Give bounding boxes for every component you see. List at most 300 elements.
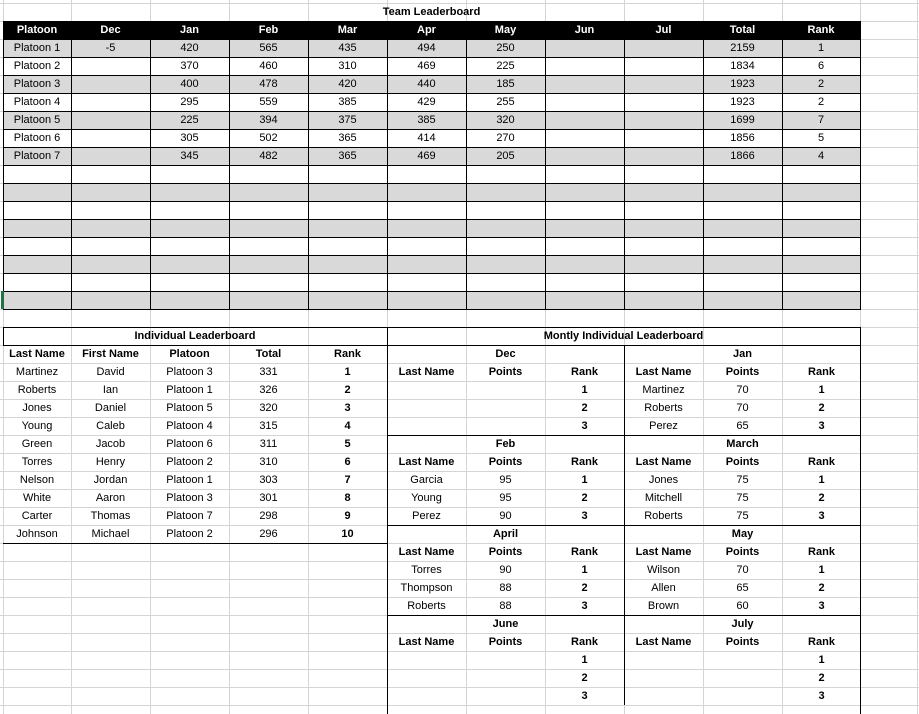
individual-table-cell[interactable]: 4	[344, 420, 351, 432]
individual-table-cell[interactable]: 303	[259, 474, 278, 486]
month-table-cell[interactable]	[466, 669, 545, 687]
team-empty-cell[interactable]	[703, 255, 782, 273]
team-table-cell[interactable]	[624, 57, 703, 75]
month-table-cell[interactable]: Roberts	[407, 600, 446, 612]
month-table-cell[interactable]: 2	[581, 402, 588, 414]
team-empty-cell[interactable]	[624, 183, 703, 201]
month-table-cell[interactable]: 70	[736, 402, 749, 414]
team-table-cell[interactable]: 469	[417, 150, 436, 162]
team-table-cell[interactable]: 310	[338, 60, 357, 72]
month-table-cell[interactable]: Roberts	[644, 402, 683, 414]
month-table-cell[interactable]: 88	[499, 600, 512, 612]
team-empty-cell[interactable]	[150, 183, 229, 201]
team-table-cell[interactable]: 420	[180, 42, 199, 54]
team-empty-cell[interactable]	[545, 183, 624, 201]
team-empty-cell[interactable]	[308, 237, 387, 255]
team-table-cell[interactable]: 295	[180, 96, 199, 108]
month-table-cell[interactable]	[466, 651, 545, 669]
team-empty-cell[interactable]	[545, 273, 624, 291]
team-empty-cell[interactable]	[71, 165, 150, 183]
team-table-cell[interactable]: 5	[817, 132, 825, 144]
month-header-cell[interactable]: Points	[725, 636, 760, 648]
team-empty-cell[interactable]	[624, 255, 703, 273]
team-empty-cell[interactable]	[229, 201, 308, 219]
month-header-cell[interactable]: Last Name	[635, 546, 692, 558]
team-table-cell[interactable]	[545, 93, 624, 111]
team-empty-cell[interactable]	[703, 219, 782, 237]
individual-header-cell[interactable]: First Name	[82, 348, 139, 360]
team-empty-cell[interactable]	[150, 237, 229, 255]
team-empty-cell[interactable]	[150, 273, 229, 291]
team-table-cell[interactable]: Platoon 6	[13, 132, 61, 144]
team-table-cell[interactable]	[71, 93, 150, 111]
individual-table-cell[interactable]: Henry	[95, 456, 126, 468]
month-header-cell[interactable]: Points	[488, 636, 523, 648]
month-table-cell[interactable]: 3	[818, 600, 825, 612]
team-header-cell[interactable]: Apr	[387, 21, 466, 39]
team-table-cell[interactable]: 394	[259, 114, 278, 126]
month-table-cell[interactable]	[387, 651, 466, 669]
month-table-cell[interactable]: 75	[736, 510, 749, 522]
month-table-cell[interactable]: 3	[581, 600, 588, 612]
team-table-cell[interactable]: 400	[180, 78, 199, 90]
month-table-cell[interactable]: Wilson	[646, 564, 680, 576]
team-empty-cell[interactable]	[308, 255, 387, 273]
team-empty-cell[interactable]	[308, 183, 387, 201]
month-table-cell[interactable]: 2	[581, 672, 588, 684]
team-table-cell[interactable]	[545, 147, 624, 165]
team-empty-cell[interactable]	[703, 183, 782, 201]
team-empty-cell[interactable]	[71, 183, 150, 201]
month-header-cell[interactable]: Rank	[571, 546, 598, 558]
team-empty-cell[interactable]	[3, 291, 71, 309]
team-table-cell[interactable]: 478	[259, 78, 278, 90]
month-title[interactable]: Feb	[495, 438, 516, 450]
team-table-cell[interactable]: Platoon 2	[13, 60, 61, 72]
month-header-cell[interactable]: Points	[725, 546, 760, 558]
team-empty-cell[interactable]	[466, 291, 545, 309]
month-table-cell[interactable]: Torres	[411, 564, 442, 576]
team-table-cell[interactable]	[624, 75, 703, 93]
team-table-cell[interactable]: 559	[259, 96, 278, 108]
team-table-cell[interactable]: Platoon 5	[13, 114, 61, 126]
team-leaderboard-title[interactable]: Team Leaderboard	[382, 6, 481, 18]
month-table-cell[interactable]: Garcia	[410, 474, 443, 486]
month-table-cell[interactable]: Martinez	[642, 384, 685, 396]
team-empty-cell[interactable]	[545, 201, 624, 219]
team-table-cell[interactable]: 345	[180, 150, 199, 162]
month-table-cell[interactable]: 1	[581, 564, 588, 576]
team-table-cell[interactable]: 1	[817, 42, 825, 54]
individual-header-cell[interactable]: Last Name	[9, 348, 65, 360]
individual-table-cell[interactable]: Platoon 1	[166, 384, 213, 396]
team-empty-cell[interactable]	[71, 273, 150, 291]
team-empty-cell[interactable]	[229, 291, 308, 309]
team-empty-cell[interactable]	[308, 273, 387, 291]
team-table-cell[interactable]	[624, 93, 703, 111]
month-table-cell[interactable]: Thompson	[400, 582, 453, 594]
team-empty-cell[interactable]	[387, 219, 466, 237]
individual-table-cell[interactable]: 315	[259, 420, 278, 432]
team-table-cell[interactable]	[71, 111, 150, 129]
team-table-cell[interactable]: 205	[496, 150, 515, 162]
team-empty-cell[interactable]	[229, 273, 308, 291]
individual-table-cell[interactable]: Ian	[102, 384, 119, 396]
month-table-cell[interactable]: 95	[499, 474, 512, 486]
team-empty-cell[interactable]	[150, 255, 229, 273]
month-header-cell[interactable]: Rank	[808, 546, 835, 558]
month-title[interactable]: May	[731, 528, 754, 540]
team-header-cell[interactable]: Jun	[545, 21, 624, 39]
month-title[interactable]: April	[492, 528, 519, 540]
team-empty-cell[interactable]	[782, 273, 860, 291]
team-empty-cell[interactable]	[782, 201, 860, 219]
month-header-cell[interactable]: Points	[725, 456, 760, 468]
month-table-cell[interactable]: 1	[818, 654, 825, 666]
team-table-cell[interactable]: 435	[338, 42, 357, 54]
individual-table-cell[interactable]: 6	[344, 456, 351, 468]
month-table-cell[interactable]: 2	[818, 672, 825, 684]
month-table-cell[interactable]: Roberts	[644, 510, 683, 522]
month-table-cell[interactable]: Perez	[649, 420, 678, 432]
month-table-cell[interactable]: 90	[499, 510, 512, 522]
month-table-cell[interactable]: Perez	[412, 510, 441, 522]
team-table-cell[interactable]: 1866	[730, 150, 755, 162]
team-table-cell[interactable]	[624, 129, 703, 147]
team-table-cell[interactable]: 370	[180, 60, 199, 72]
month-header-cell[interactable]: Rank	[571, 636, 598, 648]
team-table-cell[interactable]: 185	[496, 78, 515, 90]
team-table-cell[interactable]	[71, 57, 150, 75]
month-header-cell[interactable]: Points	[725, 366, 760, 378]
month-table-cell[interactable]: 2	[581, 582, 588, 594]
team-table-cell[interactable]: 305	[180, 132, 199, 144]
team-empty-cell[interactable]	[782, 219, 860, 237]
individual-table-cell[interactable]: Caleb	[96, 420, 125, 432]
month-table-cell[interactable]: 3	[818, 510, 825, 522]
individual-table-cell[interactable]: Jacob	[95, 438, 126, 450]
month-table-cell[interactable]: 1	[581, 384, 588, 396]
team-empty-cell[interactable]	[3, 237, 71, 255]
team-table-cell[interactable]	[545, 111, 624, 129]
team-empty-cell[interactable]	[308, 219, 387, 237]
individual-table-cell[interactable]: Platoon 1	[166, 474, 213, 486]
month-table-cell[interactable]: 60	[736, 600, 749, 612]
team-empty-cell[interactable]	[782, 237, 860, 255]
team-empty-cell[interactable]	[387, 201, 466, 219]
team-empty-cell[interactable]	[71, 219, 150, 237]
team-table-cell[interactable]: 1856	[730, 132, 755, 144]
team-table-cell[interactable]	[545, 129, 624, 147]
individual-header-cell[interactable]: Platoon	[169, 348, 210, 360]
team-empty-cell[interactable]	[229, 219, 308, 237]
individual-header-cell[interactable]: Rank	[334, 348, 361, 360]
individual-table-cell[interactable]: Martinez	[15, 366, 59, 378]
month-table-cell[interactable]	[466, 399, 545, 417]
individual-table-cell[interactable]: Platoon 7	[166, 510, 213, 522]
team-table-cell[interactable]: 225	[180, 114, 199, 126]
month-table-cell[interactable]: 2	[581, 492, 588, 504]
month-title[interactable]: March	[726, 438, 759, 450]
individual-leaderboard-title[interactable]: Individual Leaderboard	[134, 330, 256, 342]
month-table-cell[interactable]	[387, 381, 466, 399]
team-empty-cell[interactable]	[229, 183, 308, 201]
month-title[interactable]: June	[492, 618, 519, 630]
team-empty-cell[interactable]	[308, 165, 387, 183]
team-empty-cell[interactable]	[387, 237, 466, 255]
team-empty-cell[interactable]	[703, 201, 782, 219]
team-table-cell[interactable]: 420	[338, 78, 357, 90]
individual-table-cell[interactable]: Platoon 5	[166, 402, 213, 414]
individual-table-cell[interactable]: Torres	[21, 456, 53, 468]
team-header-cell[interactable]: Jul	[624, 21, 703, 39]
team-table-cell[interactable]: 469	[417, 60, 436, 72]
individual-table-cell[interactable]: 8	[344, 492, 351, 504]
month-table-cell[interactable]	[387, 669, 466, 687]
month-title[interactable]: July	[731, 618, 754, 630]
team-header-cell[interactable]: Total	[703, 21, 782, 39]
individual-table-cell[interactable]: 320	[259, 402, 278, 414]
month-table-cell[interactable]: 75	[736, 474, 749, 486]
team-empty-cell[interactable]	[624, 273, 703, 291]
individual-table-cell[interactable]: 331	[259, 366, 278, 378]
individual-table-cell[interactable]: Platoon 2	[166, 528, 213, 540]
team-table-cell[interactable]: 365	[338, 132, 357, 144]
month-table-cell[interactable]: 3	[581, 420, 588, 432]
individual-table-cell[interactable]: 311	[259, 438, 278, 450]
month-header-cell[interactable]: Last Name	[635, 366, 692, 378]
team-empty-cell[interactable]	[545, 219, 624, 237]
team-table-cell[interactable]: Platoon 4	[13, 96, 61, 108]
month-header-cell[interactable]: Rank	[571, 366, 598, 378]
team-empty-cell[interactable]	[387, 291, 466, 309]
team-empty-cell[interactable]	[782, 183, 860, 201]
month-table-cell[interactable]: 90	[499, 564, 512, 576]
team-table-cell[interactable]: 250	[496, 42, 515, 54]
team-table-cell[interactable]: 1699	[730, 114, 755, 126]
month-header-cell[interactable]: Points	[488, 456, 523, 468]
team-table-cell[interactable]: 414	[417, 132, 436, 144]
team-table-cell[interactable]: 2	[817, 78, 825, 90]
team-table-cell[interactable]	[624, 39, 703, 57]
team-empty-cell[interactable]	[466, 183, 545, 201]
month-table-cell[interactable]: 1	[581, 474, 588, 486]
month-table-cell[interactable]: 65	[736, 582, 749, 594]
team-empty-cell[interactable]	[466, 237, 545, 255]
team-empty-cell[interactable]	[3, 183, 71, 201]
team-header-cell[interactable]: Feb	[229, 21, 308, 39]
team-table-cell[interactable]: 1923	[730, 78, 755, 90]
team-empty-cell[interactable]	[3, 273, 71, 291]
month-table-cell[interactable]	[466, 417, 545, 435]
individual-table-cell[interactable]: Platoon 4	[166, 420, 213, 432]
team-empty-cell[interactable]	[466, 219, 545, 237]
team-empty-cell[interactable]	[229, 255, 308, 273]
team-empty-cell[interactable]	[703, 165, 782, 183]
team-empty-cell[interactable]	[545, 237, 624, 255]
individual-table-cell[interactable]: 1	[344, 366, 351, 378]
team-empty-cell[interactable]	[624, 237, 703, 255]
team-table-cell[interactable]	[545, 39, 624, 57]
team-empty-cell[interactable]	[150, 165, 229, 183]
month-table-cell[interactable]: 1	[818, 564, 825, 576]
month-table-cell[interactable]: Allen	[651, 582, 676, 594]
team-empty-cell[interactable]	[782, 165, 860, 183]
individual-table-cell[interactable]: White	[22, 492, 52, 504]
team-header-cell[interactable]: Rank	[782, 21, 860, 39]
individual-table-cell[interactable]: 2	[344, 384, 351, 396]
individual-table-cell[interactable]: Young	[21, 420, 53, 432]
team-empty-cell[interactable]	[3, 219, 71, 237]
individual-table-cell[interactable]: Thomas	[90, 510, 131, 522]
month-header-cell[interactable]: Rank	[808, 636, 835, 648]
month-header-cell[interactable]: Rank	[808, 456, 835, 468]
month-table-cell[interactable]: Mitchell	[644, 492, 683, 504]
monthly-leaderboard-title[interactable]: Montly Individual Leaderboard	[543, 330, 704, 342]
team-table-cell[interactable]: -5	[105, 42, 116, 54]
team-table-cell[interactable]: 225	[496, 60, 515, 72]
team-empty-cell[interactable]	[150, 219, 229, 237]
month-table-cell[interactable]	[703, 651, 782, 669]
team-table-cell[interactable]: 1923	[730, 96, 755, 108]
team-table-cell[interactable]: Platoon 7	[13, 150, 61, 162]
individual-table-cell[interactable]: Platoon 3	[166, 366, 213, 378]
month-table-cell[interactable]: Jones	[648, 474, 679, 486]
team-empty-cell[interactable]	[71, 255, 150, 273]
team-empty-cell[interactable]	[782, 291, 860, 309]
team-table-cell[interactable]: 365	[338, 150, 357, 162]
month-header-cell[interactable]: Last Name	[398, 546, 455, 558]
team-empty-cell[interactable]	[703, 237, 782, 255]
team-table-cell[interactable]: 494	[417, 42, 436, 54]
team-table-cell[interactable]: 2159	[730, 42, 755, 54]
team-header-cell[interactable]: Mar	[308, 21, 387, 39]
team-table-cell[interactable]: 270	[496, 132, 515, 144]
month-table-cell[interactable]: 70	[736, 564, 749, 576]
month-header-cell[interactable]: Points	[488, 366, 523, 378]
month-table-cell[interactable]: 2	[818, 402, 825, 414]
month-table-cell[interactable]: 3	[581, 690, 588, 702]
team-empty-cell[interactable]	[703, 291, 782, 309]
month-title[interactable]: Dec	[495, 348, 516, 360]
individual-table-cell[interactable]: Daniel	[94, 402, 127, 414]
month-table-cell[interactable]: 3	[818, 690, 825, 702]
team-header-cell[interactable]: May	[466, 21, 545, 39]
team-empty-cell[interactable]	[308, 201, 387, 219]
month-header-cell[interactable]: Rank	[808, 366, 835, 378]
individual-table-cell[interactable]: Green	[21, 438, 53, 450]
month-header-cell[interactable]: Last Name	[635, 456, 692, 468]
team-empty-cell[interactable]	[3, 255, 71, 273]
team-table-cell[interactable]: 320	[496, 114, 515, 126]
team-empty-cell[interactable]	[387, 273, 466, 291]
team-table-cell[interactable]: 2	[817, 96, 825, 108]
individual-header-cell[interactable]: Total	[255, 348, 282, 360]
team-empty-cell[interactable]	[466, 273, 545, 291]
team-empty-cell[interactable]	[387, 183, 466, 201]
team-header-cell[interactable]: Jan	[150, 21, 229, 39]
team-empty-cell[interactable]	[229, 237, 308, 255]
month-table-cell[interactable]: 65	[736, 420, 749, 432]
month-header-cell[interactable]: Last Name	[398, 366, 455, 378]
team-empty-cell[interactable]	[387, 165, 466, 183]
team-empty-cell[interactable]	[466, 255, 545, 273]
month-table-cell[interactable]	[624, 669, 703, 687]
individual-table-cell[interactable]: 5	[344, 438, 351, 450]
team-empty-cell[interactable]	[545, 255, 624, 273]
team-table-cell[interactable]	[71, 129, 150, 147]
team-table-cell[interactable]: Platoon 3	[13, 78, 61, 90]
team-table-cell[interactable]: 565	[259, 42, 278, 54]
team-table-cell[interactable]: 1834	[730, 60, 755, 72]
team-empty-cell[interactable]	[466, 165, 545, 183]
team-empty-cell[interactable]	[71, 291, 150, 309]
month-header-cell[interactable]: Points	[488, 546, 523, 558]
individual-table-cell[interactable]: Platoon 3	[166, 492, 213, 504]
individual-table-cell[interactable]: Johnson	[16, 528, 58, 540]
team-table-cell[interactable]	[624, 111, 703, 129]
team-empty-cell[interactable]	[229, 165, 308, 183]
team-empty-cell[interactable]	[624, 291, 703, 309]
team-table-cell[interactable]: 429	[417, 96, 436, 108]
month-table-cell[interactable]: 1	[818, 384, 825, 396]
month-table-cell[interactable]: 95	[499, 492, 512, 504]
individual-table-cell[interactable]: Roberts	[17, 384, 57, 396]
team-empty-cell[interactable]	[3, 201, 71, 219]
month-table-cell[interactable]	[466, 381, 545, 399]
month-table-cell[interactable]: 2	[818, 582, 825, 594]
month-table-cell[interactable]	[703, 687, 782, 705]
month-table-cell[interactable]: 75	[736, 492, 749, 504]
team-table-cell[interactable]: 385	[417, 114, 436, 126]
month-header-cell[interactable]: Last Name	[635, 636, 692, 648]
month-table-cell[interactable]	[466, 687, 545, 705]
month-table-cell[interactable]	[624, 687, 703, 705]
individual-table-cell[interactable]: Jordan	[93, 474, 128, 486]
individual-table-cell[interactable]: Platoon 6	[166, 438, 213, 450]
individual-table-cell[interactable]: Platoon 2	[166, 456, 213, 468]
team-empty-cell[interactable]	[71, 201, 150, 219]
individual-table-cell[interactable]: 301	[259, 492, 278, 504]
individual-table-cell[interactable]: Jones	[22, 402, 52, 414]
individual-table-cell[interactable]: Nelson	[19, 474, 55, 486]
team-header-cell[interactable]: Platoon	[3, 21, 71, 39]
team-table-cell[interactable]: 7	[817, 114, 825, 126]
individual-table-cell[interactable]: 298	[259, 510, 278, 522]
team-empty-cell[interactable]	[545, 291, 624, 309]
team-empty-cell[interactable]	[150, 291, 229, 309]
team-table-cell[interactable]: 6	[817, 60, 825, 72]
individual-table-cell[interactable]: 296	[259, 528, 278, 540]
individual-table-cell[interactable]: 3	[344, 402, 351, 414]
month-table-cell[interactable]: 88	[499, 582, 512, 594]
team-table-cell[interactable]	[545, 57, 624, 75]
month-table-cell[interactable]: 3	[581, 510, 588, 522]
team-empty-cell[interactable]	[624, 201, 703, 219]
month-header-cell[interactable]: Rank	[571, 456, 598, 468]
team-table-cell[interactable]	[71, 147, 150, 165]
month-table-cell[interactable]	[387, 417, 466, 435]
month-table-cell[interactable]: 3	[818, 420, 825, 432]
month-table-cell[interactable]: 1	[581, 654, 588, 666]
team-table-cell[interactable]	[545, 75, 624, 93]
month-table-cell[interactable]: 1	[818, 474, 825, 486]
team-empty-cell[interactable]	[3, 165, 71, 183]
month-table-cell[interactable]: 70	[736, 384, 749, 396]
team-table-cell[interactable]: 440	[417, 78, 436, 90]
individual-table-cell[interactable]: 326	[259, 384, 278, 396]
month-table-cell[interactable]: Young	[411, 492, 442, 504]
